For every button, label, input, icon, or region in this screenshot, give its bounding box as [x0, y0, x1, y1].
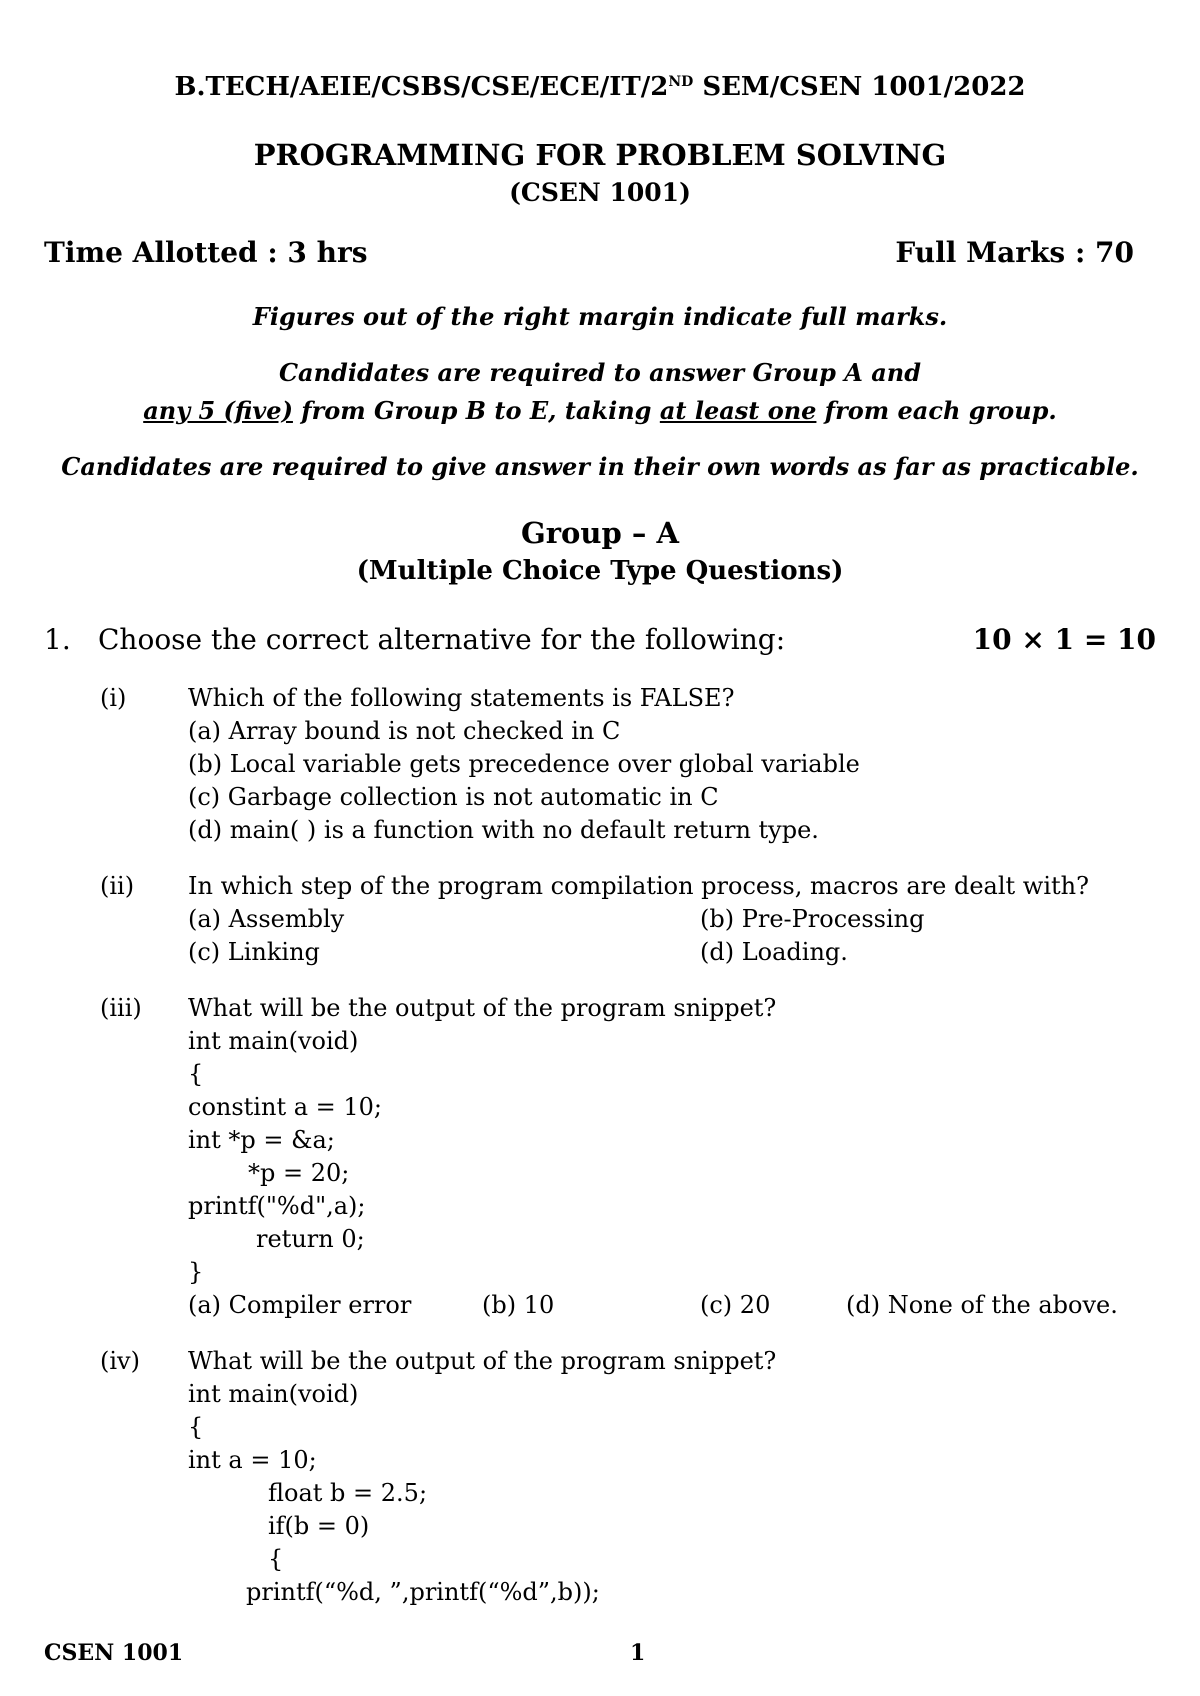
course-line: B.TECH/AEIE/CSBS/CSE/ECE/IT/2ND SEM/CSEN 1001/2022: [174, 72, 1026, 102]
q-ii-stem: In which step of the program compilation process, macros are dealt with?: [188, 872, 1089, 900]
instruction-marks: Figures out of the right margin indicate full marks.: [252, 302, 948, 331]
q-iv-stem: What will be the output of the program snippet?: [188, 1347, 777, 1375]
q-ii-option-a: (a) Assembly: [188, 905, 345, 933]
q-iii-option-c: (c) 20: [700, 1291, 771, 1319]
code-line: return 0;: [256, 1225, 365, 1253]
code-line: {: [268, 1545, 284, 1573]
q-ii-option-d: (d) Loading.: [700, 938, 848, 966]
code-line: }: [188, 1258, 204, 1286]
time-allotted: Time Allotted : 3 hrs: [44, 236, 368, 269]
q-iii-option-a: (a) Compiler error: [188, 1291, 412, 1319]
question-marks: 10 × 1 = 10: [972, 623, 1156, 656]
q-i-option-d: (d) main( ) is a function with no default return type.: [188, 816, 819, 844]
paper-code: (CSEN 1001): [509, 178, 691, 207]
q-iii-stem: What will be the output of the program snippet?: [188, 994, 777, 1022]
q-iii-option-b: (b) 10: [482, 1291, 555, 1319]
full-marks: Full Marks : 70: [895, 236, 1134, 269]
code-line: *p = 20;: [248, 1159, 350, 1187]
code-line: {: [188, 1413, 204, 1441]
page-number: 1: [630, 1640, 646, 1666]
code-line: int a = 10;: [188, 1446, 317, 1474]
group-subtitle: (Multiple Choice Type Questions): [356, 556, 844, 586]
instruction-groups: Candidates are required to answer Group A and: [278, 358, 922, 387]
course-line-superscript: ND: [668, 74, 694, 90]
code-line: if(b = 0): [268, 1512, 370, 1540]
q-ii-label: (ii): [100, 872, 135, 900]
q-iii-label: (iii): [100, 994, 142, 1022]
question-number: 1.: [44, 623, 71, 656]
code-line: int *p = &a;: [188, 1126, 335, 1154]
group-title: Group – A: [521, 516, 679, 550]
code-line: constint a = 10;: [188, 1093, 383, 1121]
q-i-option-b: (b) Local variable gets precedence over global variable: [188, 750, 860, 778]
code-line: printf(“%d, ”,printf(“%d”,b));: [246, 1578, 600, 1606]
code-line: float b = 2.5;: [268, 1479, 428, 1507]
question-text: Choose the correct alternative for the following:: [98, 623, 786, 656]
q-i-label: (i): [100, 684, 127, 712]
footer-code: CSEN 1001: [44, 1640, 184, 1666]
q-i-option-c: (c) Garbage collection is not automatic in C: [188, 783, 719, 811]
code-line: int main(void): [188, 1027, 359, 1055]
instruction-own-words: Candidates are required to give answer in their own words as far as practicable.: [61, 452, 1139, 481]
q-i-option-a: (a) Array bound is not checked in C: [188, 717, 621, 745]
q-iii-option-d: (d) None of the above.: [846, 1291, 1118, 1319]
q-ii-option-b: (b) Pre-Processing: [700, 905, 925, 933]
instruction-groups-cont: any 5 (five) from Group B to E, taking at least one from each group.: [143, 396, 1057, 425]
paper-title: PROGRAMMING FOR PROBLEM SOLVING: [253, 138, 947, 172]
code-line: printf("%d",a);: [188, 1192, 366, 1220]
q-ii-option-c: (c) Linking: [188, 938, 320, 966]
q-iv-label: (iv): [100, 1347, 140, 1375]
code-line: {: [188, 1060, 204, 1088]
code-line: int main(void): [188, 1380, 359, 1408]
q-i-stem: Which of the following statements is FALSE?: [188, 684, 735, 712]
